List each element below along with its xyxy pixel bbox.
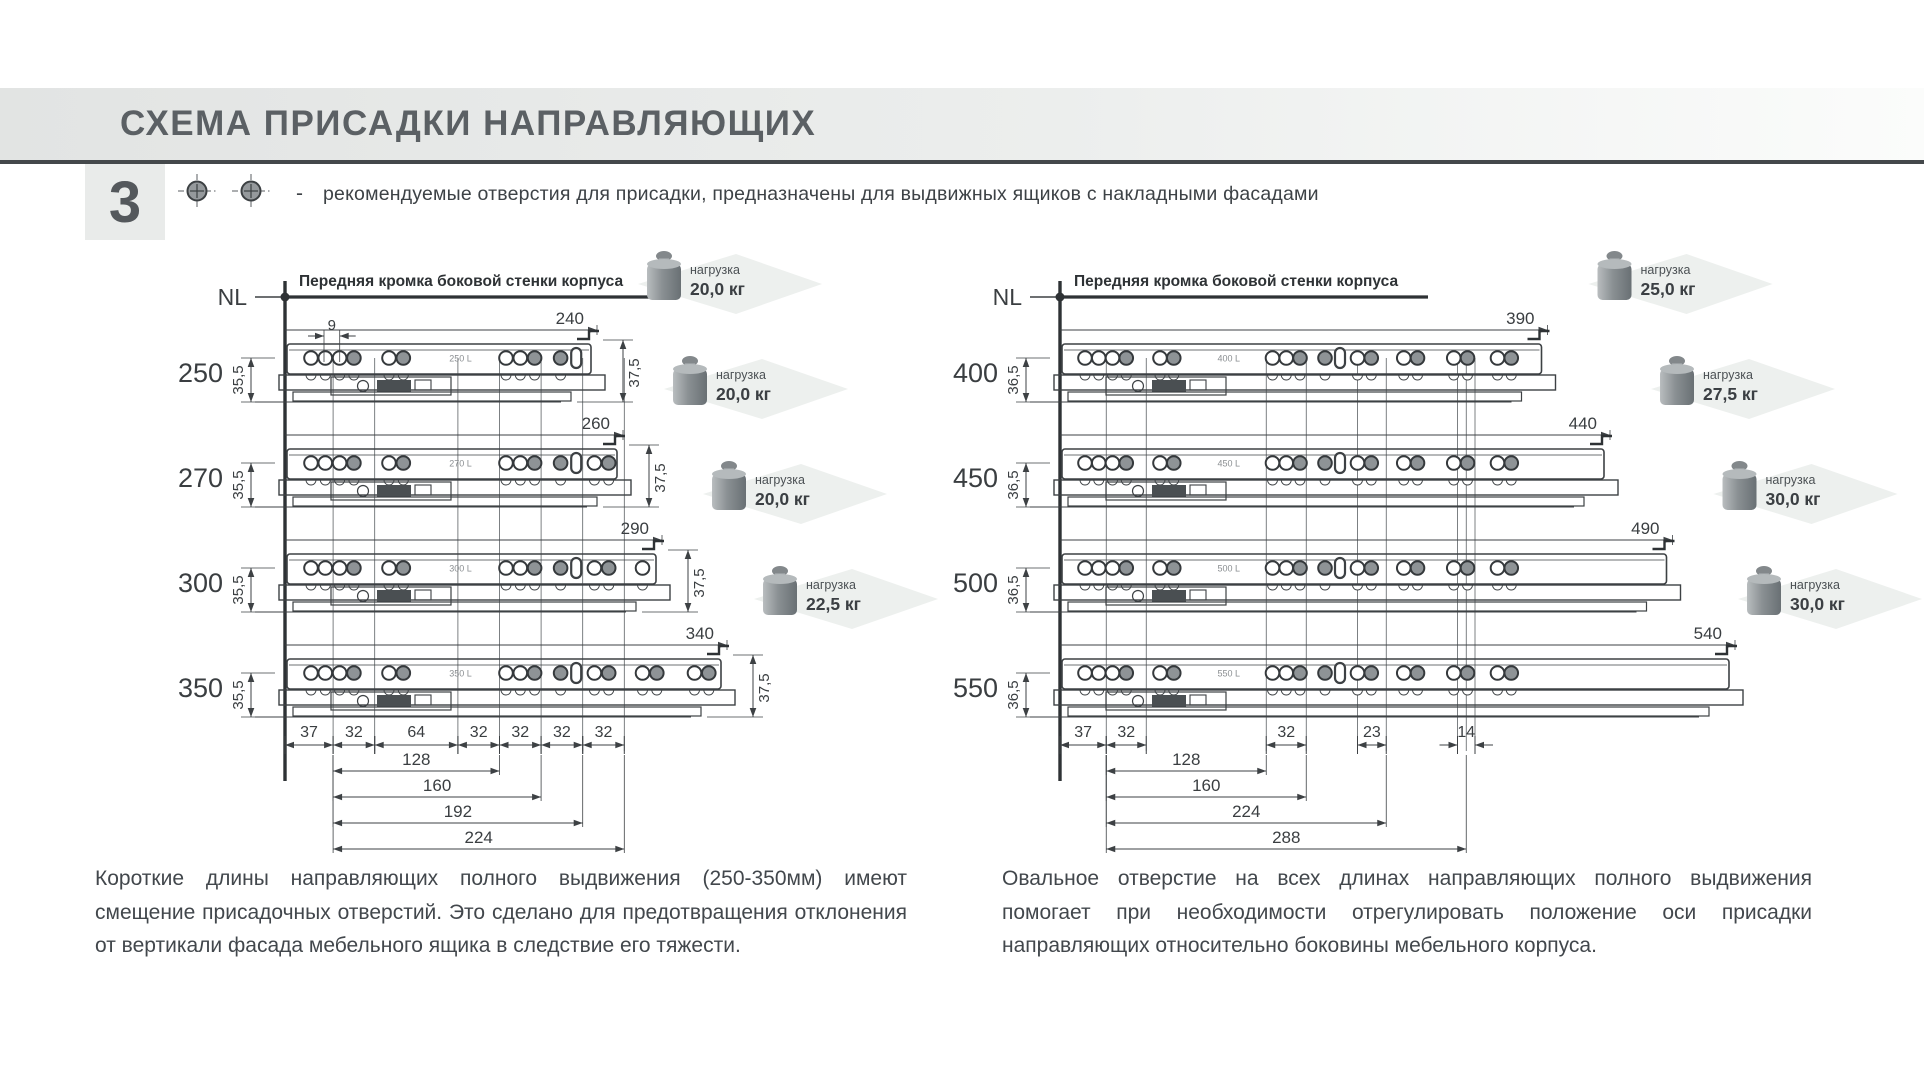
- side-dim: 35,5: [230, 470, 247, 500]
- edge-label: Передняя кромка боковой стенки корпуса: [1074, 273, 1399, 290]
- chain-cumulative-dim: 160: [1192, 776, 1221, 795]
- row-length-label: 250: [177, 358, 223, 388]
- row-length-label: 350: [177, 673, 223, 703]
- header-bar: [0, 88, 1924, 160]
- chain-dim: 14: [1457, 724, 1476, 741]
- extension-dim: 260: [581, 414, 610, 433]
- height-dim: 37,5: [626, 358, 643, 388]
- row-length-label: 400: [952, 358, 998, 388]
- load-value: 27,5 кг: [1703, 384, 1758, 404]
- diagram-long-lengths: [930, 225, 1924, 885]
- load-value: 25,0 кг: [1640, 279, 1696, 299]
- load-value: 20,0 кг: [716, 384, 771, 404]
- row-length-label: 450: [952, 463, 998, 493]
- legend-dash: -: [296, 182, 303, 205]
- note-oval-hole: Овальное отверстие на всех длинах направляющих полного выдвижения помогает при необходимости отрегулировать положение оси присадки направляющих относительно боковины мебельного корпуса.: [1002, 867, 1812, 958]
- side-dim: 36,5: [1005, 680, 1022, 710]
- chain-cumulative-dim: 224: [1232, 802, 1261, 821]
- chain-dim: 32: [594, 724, 613, 741]
- extension-dim: 290: [620, 519, 649, 538]
- page-title: СХЕМА ПРИСАДКИ НАПРАВЛЯЮЩИХ: [120, 104, 817, 143]
- side-dim: 35,5: [230, 365, 247, 395]
- nl-label: NL: [992, 284, 1022, 310]
- rail-text: 550 L: [1217, 668, 1241, 679]
- chain-dim: 32: [469, 724, 488, 741]
- extension-dim: 440: [1568, 414, 1597, 433]
- load-caption: нагрузка: [1790, 578, 1840, 592]
- drill-hole-icon: [230, 173, 272, 215]
- hole-offset-dim: 9: [327, 317, 337, 334]
- extension-dim: 390: [1506, 309, 1535, 328]
- load-caption: нагрузка: [1703, 368, 1753, 382]
- load-value: 20,0 кг: [690, 279, 745, 299]
- chain-cumulative-dim: 128: [402, 750, 431, 769]
- rail-text: 450 L: [1217, 458, 1241, 469]
- side-dim: 35,5: [230, 680, 247, 710]
- side-dim: 36,5: [1005, 470, 1022, 500]
- rail-text: 300 L: [449, 563, 472, 574]
- load-value: 20,0 кг: [755, 489, 810, 509]
- legend: [176, 172, 1319, 216]
- extension-dim: 240: [555, 309, 584, 328]
- extension-dim: 340: [685, 624, 714, 643]
- load-caption: нагрузка: [716, 368, 766, 382]
- chain-dim: 23: [1362, 724, 1381, 741]
- load-value: 30,0 кг: [1765, 489, 1821, 509]
- side-dim: 36,5: [1005, 575, 1022, 605]
- rail-text: 400 L: [1217, 353, 1241, 364]
- load-caption: нагрузка: [1765, 473, 1816, 487]
- row-length-label: 300: [177, 568, 223, 598]
- rail-text: 250 L: [449, 353, 472, 364]
- load-value: 30,0 кг: [1790, 594, 1845, 614]
- side-dim: 36,5: [1005, 365, 1022, 395]
- legend-text: рекомендуемые отверстия для присадки, предназначены для выдвижных ящиков с накладными фасадами: [323, 182, 1319, 205]
- chain-cumulative-dim: 192: [443, 802, 473, 821]
- section-number: 3: [85, 164, 165, 240]
- side-dim: 35,5: [230, 575, 247, 605]
- chain-dim: 37: [1074, 724, 1093, 741]
- load-caption: нагрузка: [755, 473, 805, 487]
- nl-label: NL: [217, 284, 247, 310]
- extension-dim: 490: [1631, 519, 1660, 538]
- height-dim: 37,5: [691, 568, 708, 598]
- load-caption: нагрузка: [1640, 263, 1691, 277]
- left-drawing: [140, 225, 940, 885]
- diagram-short-lengths: [140, 225, 940, 885]
- chain-cumulative-dim: 160: [422, 776, 452, 795]
- header-divider: [0, 160, 1924, 164]
- chain-dim: 32: [1277, 724, 1296, 741]
- chain-cumulative-dim: 128: [1172, 750, 1201, 769]
- chain-dim: 32: [345, 724, 363, 741]
- right-drawing: [930, 225, 1924, 885]
- row-length-label: 500: [952, 568, 998, 598]
- load-caption: нагрузка: [806, 578, 856, 592]
- height-dim: 37,5: [652, 463, 669, 493]
- chain-dim: 32: [1117, 724, 1136, 741]
- extension-dim: 540: [1693, 624, 1722, 643]
- chain-cumulative-dim: 224: [464, 828, 493, 847]
- chain-dim: 32: [511, 724, 530, 741]
- note-short-lengths: Короткие длины направляющих полного выдвижения (250-350мм) имеют смещение присадочных отверстий. Это сделано для предотвращения отклонения от вертикали фасада мебельного ящика в следствие его тяжести.: [95, 867, 907, 958]
- rail-text: 350 L: [449, 668, 472, 679]
- chain-dim: 64: [407, 724, 426, 741]
- row-length-label: 550: [952, 673, 998, 703]
- rail-text: 270 L: [449, 458, 472, 469]
- load-caption: нагрузка: [690, 263, 740, 277]
- chain-cumulative-dim: 288: [1272, 828, 1301, 847]
- load-value: 22,5 кг: [806, 594, 861, 614]
- chain-dim: 37: [300, 724, 318, 741]
- chain-dim: 32: [553, 724, 571, 741]
- height-dim: 37,5: [756, 673, 773, 703]
- rail-text: 500 L: [1217, 563, 1241, 574]
- row-length-label: 270: [177, 463, 223, 493]
- edge-label: Передняя кромка боковой стенки корпуса: [299, 273, 624, 290]
- drill-hole-icon: [176, 173, 218, 215]
